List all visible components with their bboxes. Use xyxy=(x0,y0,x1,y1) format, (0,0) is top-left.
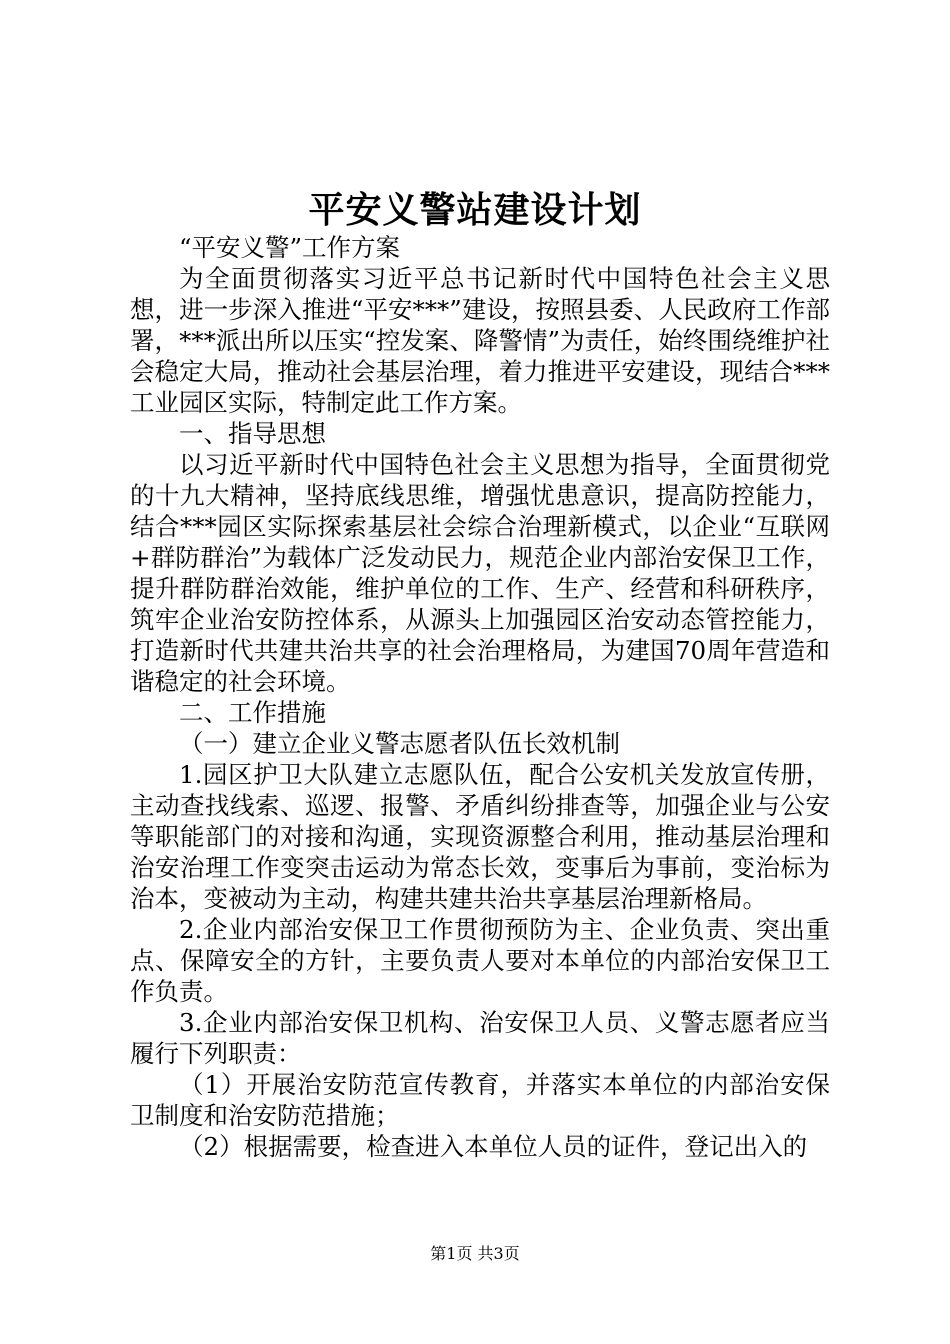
measure-item-2: 2.企业内部治安保卫工作贯彻预防为主、企业负责、突出重点、保障安全的方针，主要负责人要对本单位的内部治安保卫工作负责。 xyxy=(130,915,830,1006)
section-heading-plan: “平安义警”工作方案 xyxy=(179,233,401,262)
duty-item-2: （2）根据需要，检查进入本单位人员的证件，登记出入的 xyxy=(179,1132,808,1161)
document-title: 平安义警站建设计划 xyxy=(308,189,642,231)
duty-item-1: （1）开展治安防范宣传教育，并落实本单位的内部治安保卫制度和治安防范措施； xyxy=(130,1070,830,1130)
section-heading-guiding-ideology: 一、指导思想 xyxy=(179,419,326,448)
page-footer: 第1页 共3页 xyxy=(430,1244,520,1263)
section-heading-work-measures: 二、工作措施 xyxy=(179,698,326,727)
guiding-ideology-paragraph: 以习近平新时代中国特色社会主义思想为指导，全面贯彻党的十九大精神，坚持底线思维，增强忧患意识，提高防控能力，结合***园区实际探索基层社会综合治理新模式，以企业“互联网+群防群治”为载体广泛发动民力，规范企业内部治安保卫工作，提升群防群治效能，维护单位的工作、生产、经营和科研秩序，筑牢企业治安防控体系，从源头上加强园区治安动态管控能力，打造新时代共建共治共享的社会治理格局，为建国70周年营造和谐稳定的社会环境。 xyxy=(130,450,830,696)
subsection-heading-volunteer-mechanism: （一）建立企业义警志愿者队伍长效机制 xyxy=(179,729,620,758)
document-body xyxy=(130,232,830,1162)
intro-paragraph: 为全面贯彻落实习近平总书记新时代中国特色社会主义思想，进一步深入推进“平安***”建设，按照县委、人民政府工作部署，***派出所以压实“控发案、降警情”为责任，始终围绕维护社会稳定大局，推动社会基层治理，着力推进平安建设，现结合***工业园区实际，特制定此工作方案。 xyxy=(130,264,830,417)
measure-item-1: 1.园区护卫大队建立志愿队伍，配合公安机关发放宣传册，主动查找线索、巡逻、报警、矛盾纠纷排查等，加强企业与公安等职能部门的对接和沟通，实现资源整合利用，推动基层治理和治安治理工作变突击运动为常态长效，变事后为事前，变治标为治本，变被动为主动，构建共建共治共享基层治理新格局。 xyxy=(130,760,830,913)
measure-item-3: 3.企业内部治安保卫机构、治安保卫人员、义警志愿者应当履行下列职责： xyxy=(130,1008,830,1068)
